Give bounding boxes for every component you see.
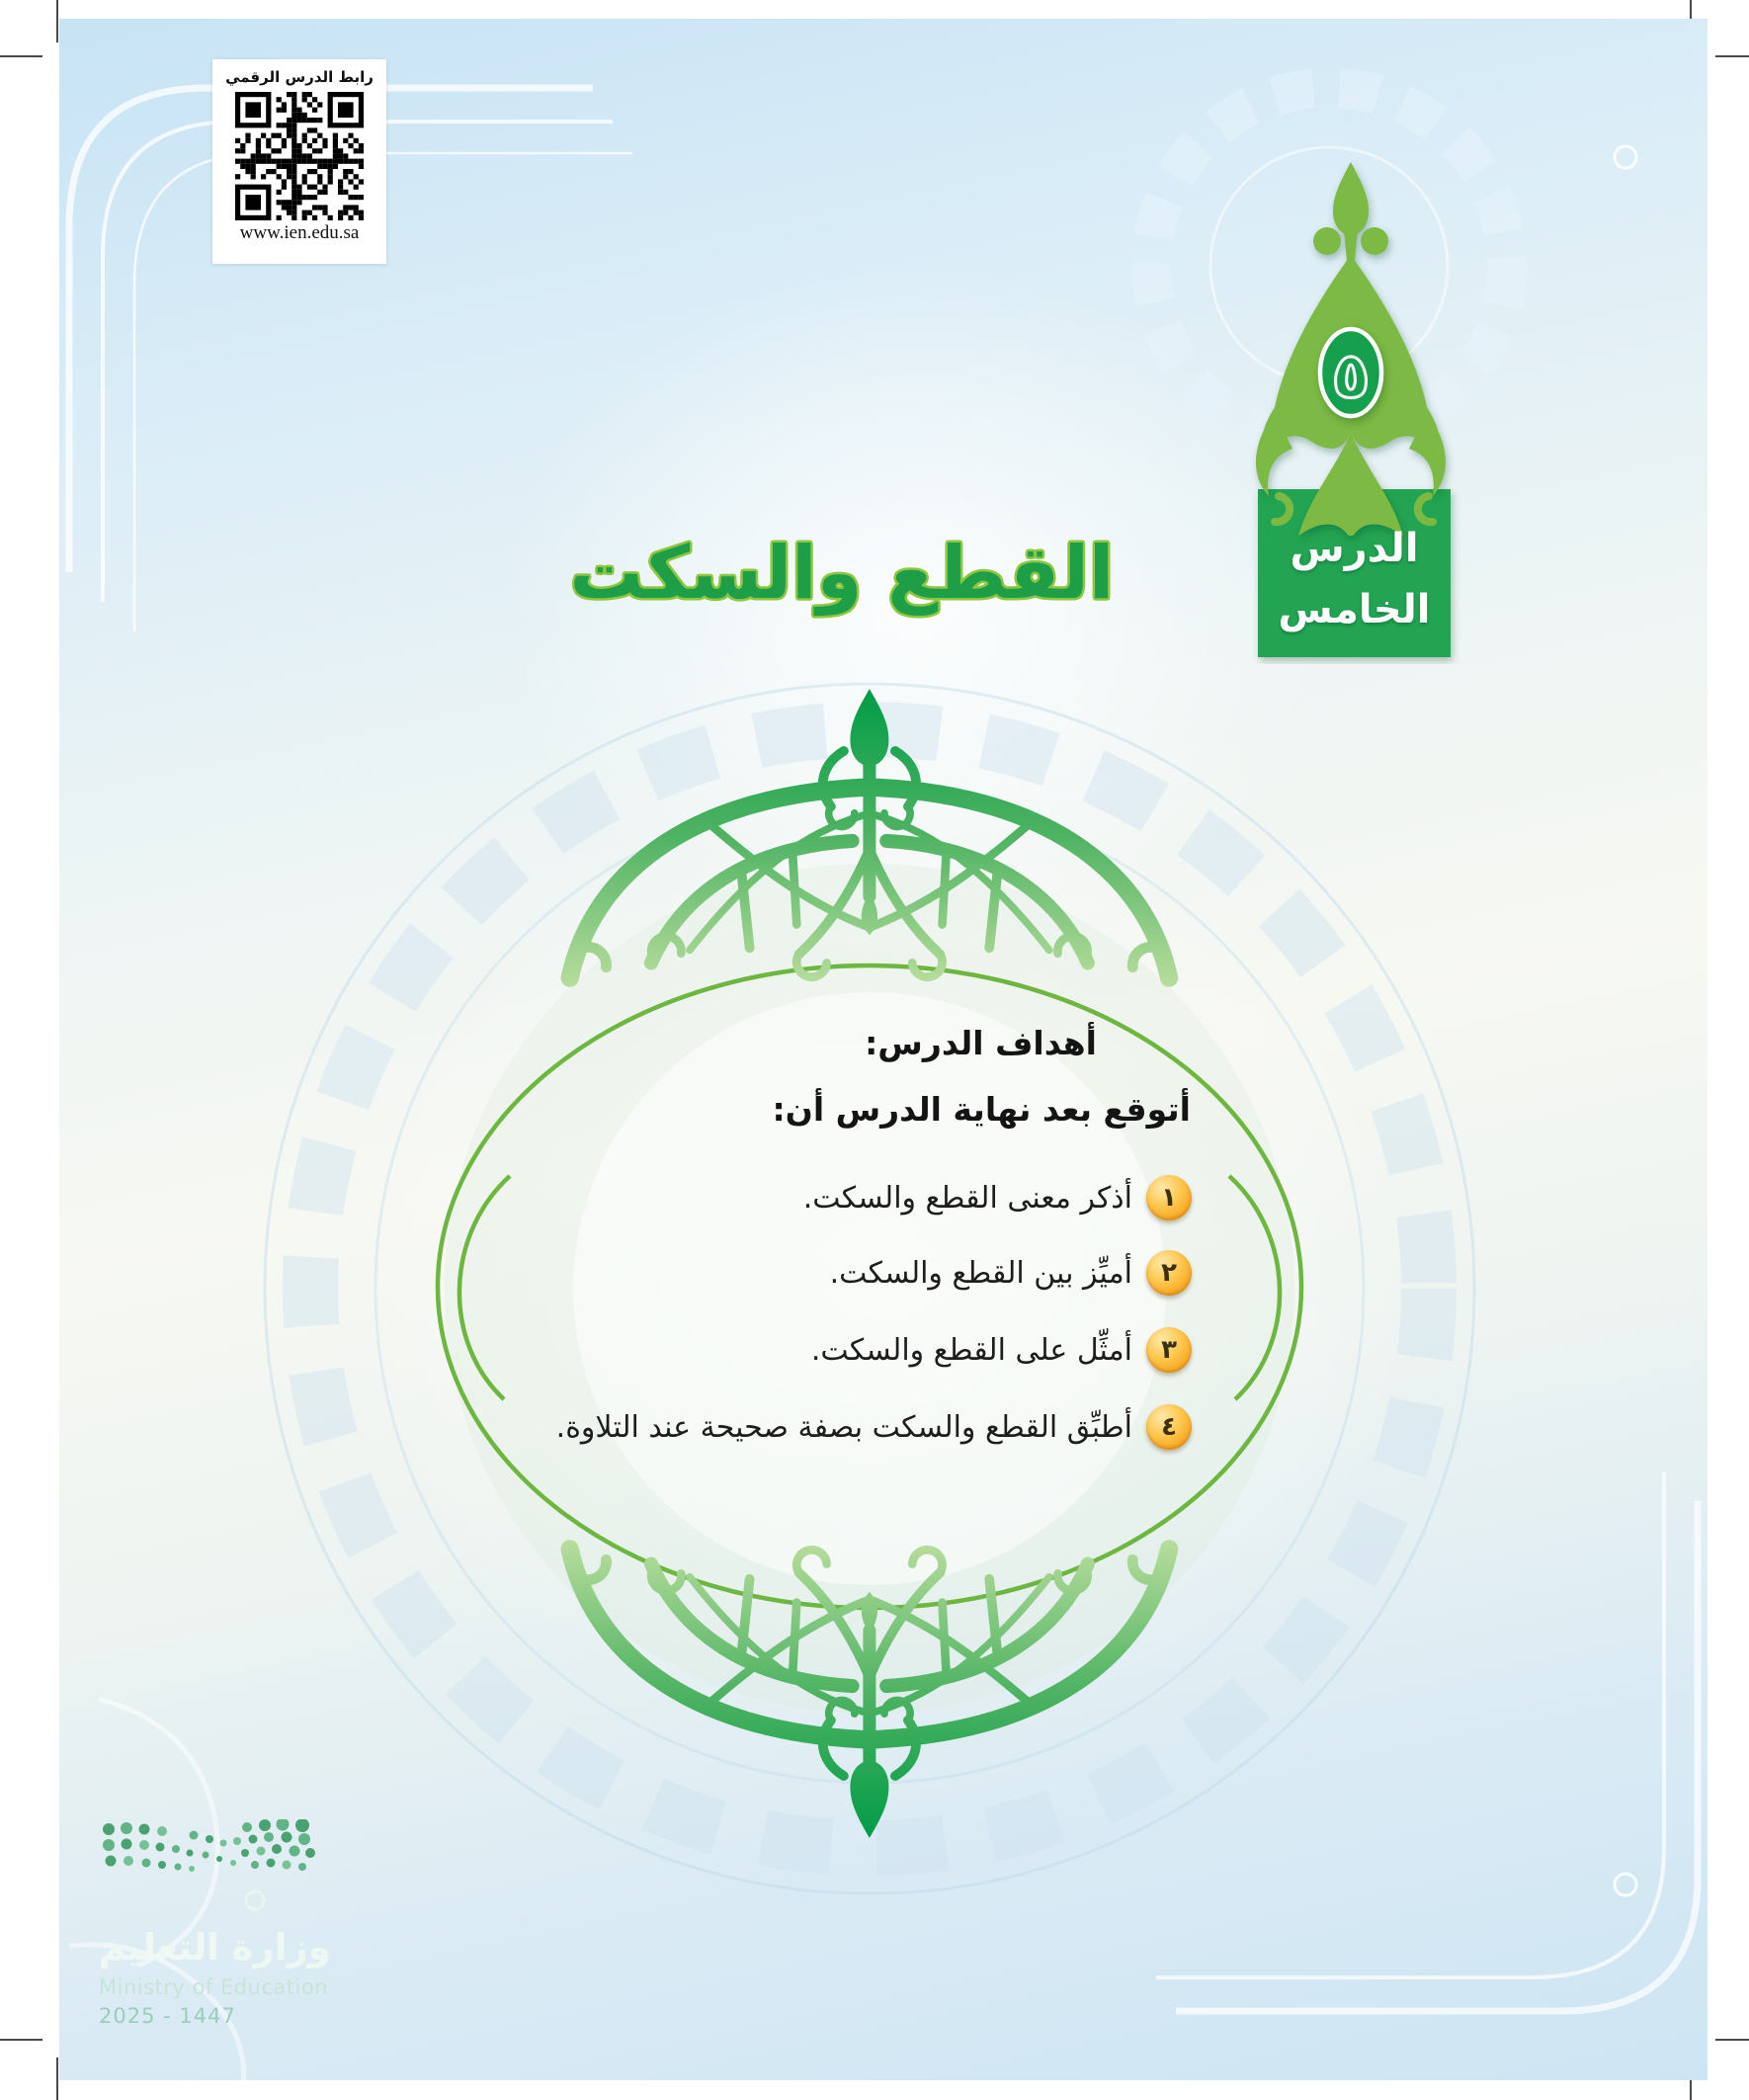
- ministry-name-english: Ministry of Education: [99, 1975, 328, 1999]
- qr-url: www.ien.edu.sa: [239, 222, 360, 243]
- ministry-logo: [99, 1819, 375, 2028]
- crop-mark: [1715, 2039, 1749, 2041]
- objectives-heading: أهداف الدرس:: [865, 1024, 1097, 1062]
- crop-mark: [56, 0, 58, 42]
- frame-crown-top: [570, 689, 1169, 977]
- textbook-page: [59, 19, 1707, 2080]
- objective-text: أميِّز بين القطع والسكت.: [829, 1255, 1132, 1291]
- objective-text: أمثِّل على القطع والسكت.: [810, 1332, 1132, 1368]
- objective-number-badge: ١: [1146, 1175, 1192, 1220]
- lesson-badge-line1: الدرس: [1290, 526, 1419, 571]
- crop-mark: [0, 55, 42, 57]
- digital-lesson-card: [212, 59, 386, 264]
- page-title: القطع والسكت: [569, 531, 1115, 616]
- objective-number-badge: ٣: [1146, 1327, 1192, 1373]
- crop-mark: [1715, 55, 1749, 57]
- qr-label: رابط الدرس الرقمي: [225, 68, 374, 86]
- objective-number-badge: ٢: [1146, 1250, 1192, 1296]
- lesson-badge-line2: الخامس: [1278, 587, 1431, 632]
- emblem-ring: [246, 1891, 264, 1909]
- ministry-dots-emblem: [99, 1819, 326, 1914]
- ministry-name-arabic: وزارة التعليم: [99, 1926, 331, 1969]
- objective-item: [556, 1399, 1192, 1455]
- objective-number-badge: ٤: [1146, 1404, 1192, 1450]
- objective-item: [811, 1322, 1192, 1378]
- frame-crown-bottom: [570, 1549, 1169, 1837]
- lesson-number: ٥: [1331, 340, 1371, 413]
- objective-item: [830, 1245, 1192, 1301]
- objective-text: أطبِّق القطع والسكت بصفة صحيحة عند التلاوة.: [555, 1409, 1132, 1445]
- crop-mark: [56, 2058, 58, 2100]
- objective-text: أذكر معنى القطع والسكت.: [802, 1180, 1132, 1216]
- crop-mark: [0, 2039, 42, 2041]
- lesson-badge-title: [1258, 518, 1451, 640]
- objectives-subheading: أتوقع بعد نهاية الدرس أن:: [772, 1090, 1191, 1129]
- objective-item: [803, 1170, 1192, 1225]
- edition-years: 2025 - 1447: [99, 2004, 236, 2028]
- qr-code: [235, 92, 364, 220]
